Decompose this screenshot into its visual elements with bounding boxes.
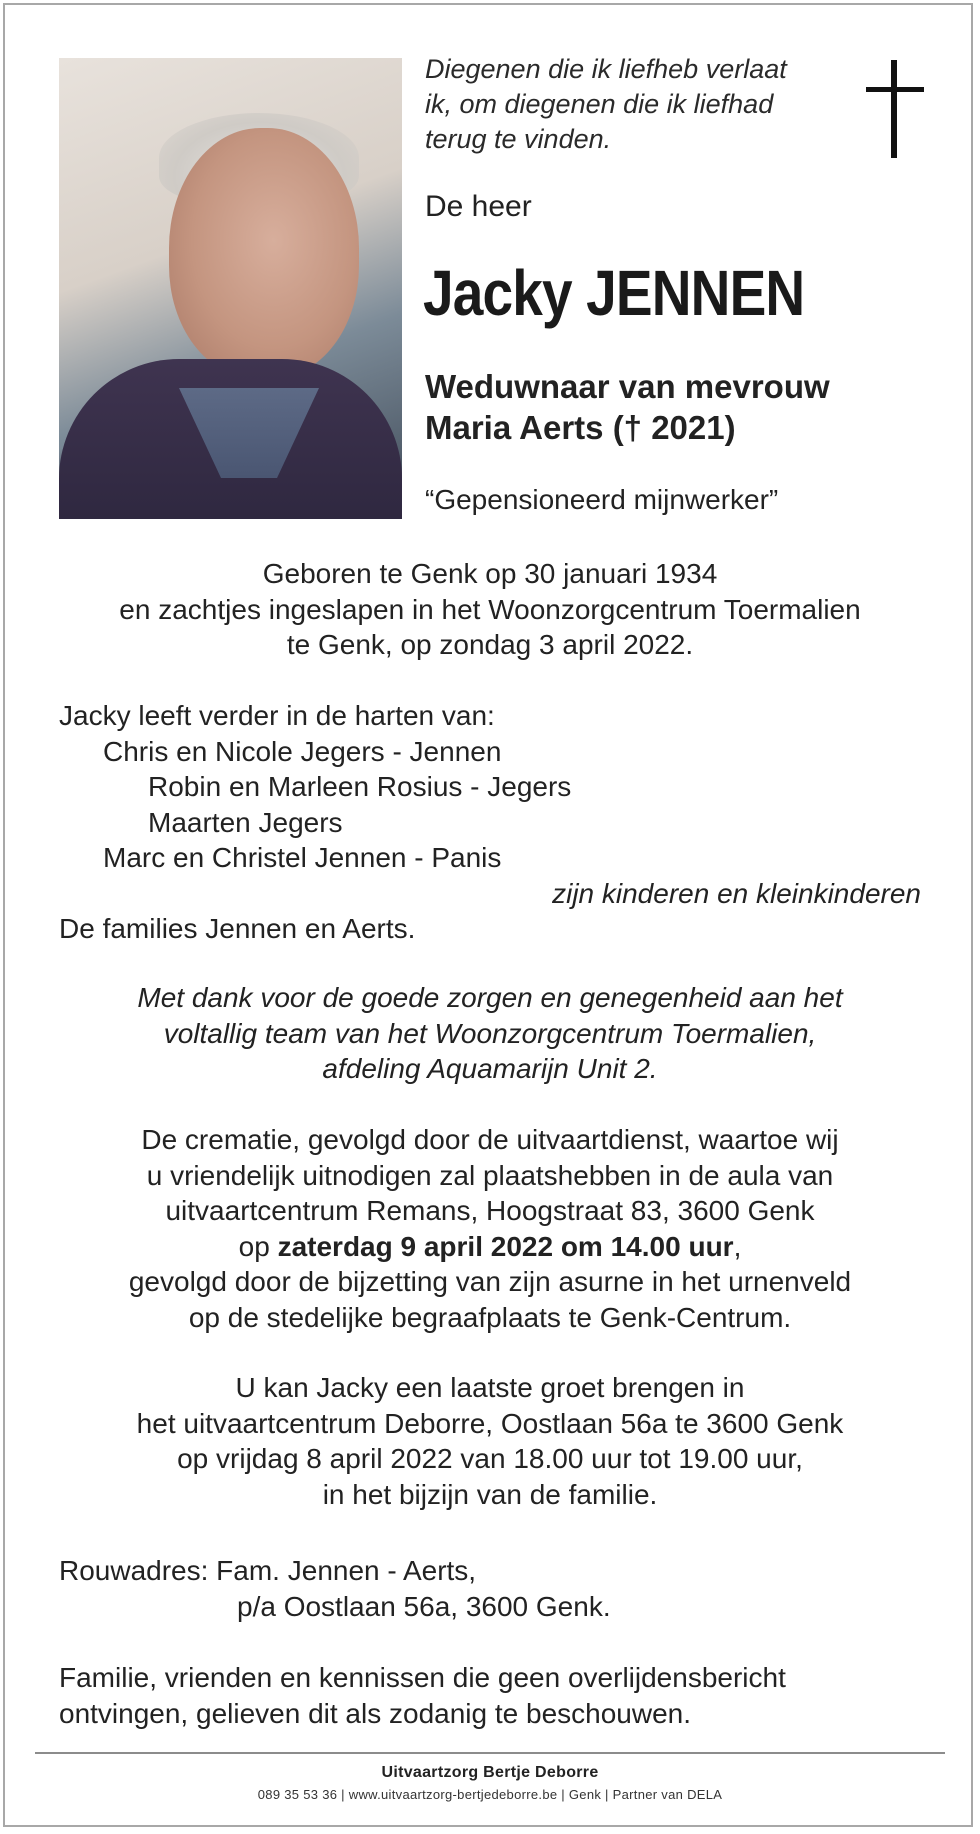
birth-line: te Genk, op zondag 3 april 2022. — [286, 629, 694, 660]
cross-icon — [866, 60, 924, 158]
survivors-caption: zijn kinderen en kleinkinderen — [552, 877, 921, 909]
ceremony-line-suffix: , — [733, 1230, 742, 1262]
families-line: De families Jennen en Aerts. — [59, 913, 416, 944]
thanks-line: afdeling Aquamarijn Unit 2. — [322, 1053, 658, 1084]
ceremony-line: gevolgd door de bijzetting van zijn asurne in het urnenveld — [128, 1266, 852, 1297]
funeral-home-name: Uitvaartzorg Bertje Deborre — [381, 1764, 599, 1781]
visit-line: het uitvaartcentrum Deborre, Oostlaan 56a te 3600 Genk — [136, 1407, 844, 1439]
survivors-list — [59, 698, 921, 947]
survivors-intro: Jacky leeft verder in de harten van: — [59, 700, 495, 731]
birth-death-info — [59, 556, 921, 663]
thanks-note — [59, 980, 921, 1087]
quote-line: terug te vinden. — [425, 124, 612, 154]
portrait-photo — [59, 58, 402, 519]
closing-line: Familie, vrienden en kennissen die geen overlijdensbericht — [59, 1662, 786, 1693]
occupation: “Gepensioneerd mijnwerker” — [425, 484, 779, 515]
visitation-info — [59, 1370, 921, 1512]
deceased-name: Jacky JENNEN — [423, 257, 805, 329]
address-line: Rouwadres: Fam. Jennen - Aerts, — [59, 1555, 477, 1586]
birth-line: Geboren te Genk op 30 januari 1934 — [262, 558, 718, 589]
salutation: De heer — [425, 190, 532, 223]
portrait-face — [169, 128, 359, 378]
visit-line: in het bijzijn van de familie. — [322, 1478, 658, 1510]
visit-line: U kan Jacky een laatste groet brengen in — [235, 1372, 745, 1403]
ceremony-line-prefix: op — [238, 1230, 278, 1262]
quote-line: Diegenen die ik liefheb verlaat — [425, 54, 787, 84]
ceremony-info — [59, 1122, 921, 1335]
closing-note — [59, 1660, 921, 1731]
ceremony-line: uitvaartcentrum Remans, Hoogstraat 83, 3600 Genk — [165, 1195, 815, 1226]
mourning-address — [59, 1553, 611, 1624]
funeral-home-contact: 089 35 53 36 | www.uitvaartzorg-bertjedeborre.be | Genk | Partner van DELA — [257, 1787, 723, 1802]
survivor-line: Maarten Jegers — [148, 806, 343, 838]
visit-line: op vrijdag 8 april 2022 van 18.00 uur tot 19.00 uur, — [177, 1443, 803, 1474]
survivor-line: Chris en Nicole Jegers - Jennen — [103, 735, 502, 767]
widow-of — [425, 366, 830, 448]
memorial-quote — [425, 52, 845, 157]
widow-line: Maria Aerts († 2021) — [425, 409, 736, 446]
ceremony-line: op de stedelijke begraafplaats te Genk-Centrum. — [188, 1301, 792, 1333]
widow-line: Weduwnaar van mevrouw — [425, 368, 830, 405]
thanks-line: voltallig team van het Woonzorgcentrum Toermalien, — [163, 1017, 817, 1049]
ceremony-datetime: zaterdag 9 april 2022 om 14.00 uur — [277, 1230, 734, 1262]
address-line: p/a Oostlaan 56a, 3600 Genk. — [237, 1590, 611, 1622]
ceremony-line: u vriendelijk uitnodigen zal plaatshebben in de aula van — [146, 1159, 834, 1191]
thanks-line: Met dank voor de goede zorgen en genegenheid aan het — [137, 982, 843, 1013]
closing-line: ontvingen, gelieven dit als zodanig te beschouwen. — [59, 1697, 691, 1729]
survivor-line: Robin en Marleen Rosius - Jegers — [148, 771, 572, 802]
quote-line: ik, om diegenen die ik liefhad — [425, 89, 774, 119]
survivor-line: Marc en Christel Jennen - Panis — [103, 842, 502, 873]
footer-divider — [35, 1752, 945, 1754]
birth-line: en zachtjes ingeslapen in het Woonzorgcentrum Toermalien — [119, 593, 861, 625]
ceremony-line: De crematie, gevolgd door de uitvaartdienst, waartoe wij — [141, 1124, 839, 1155]
